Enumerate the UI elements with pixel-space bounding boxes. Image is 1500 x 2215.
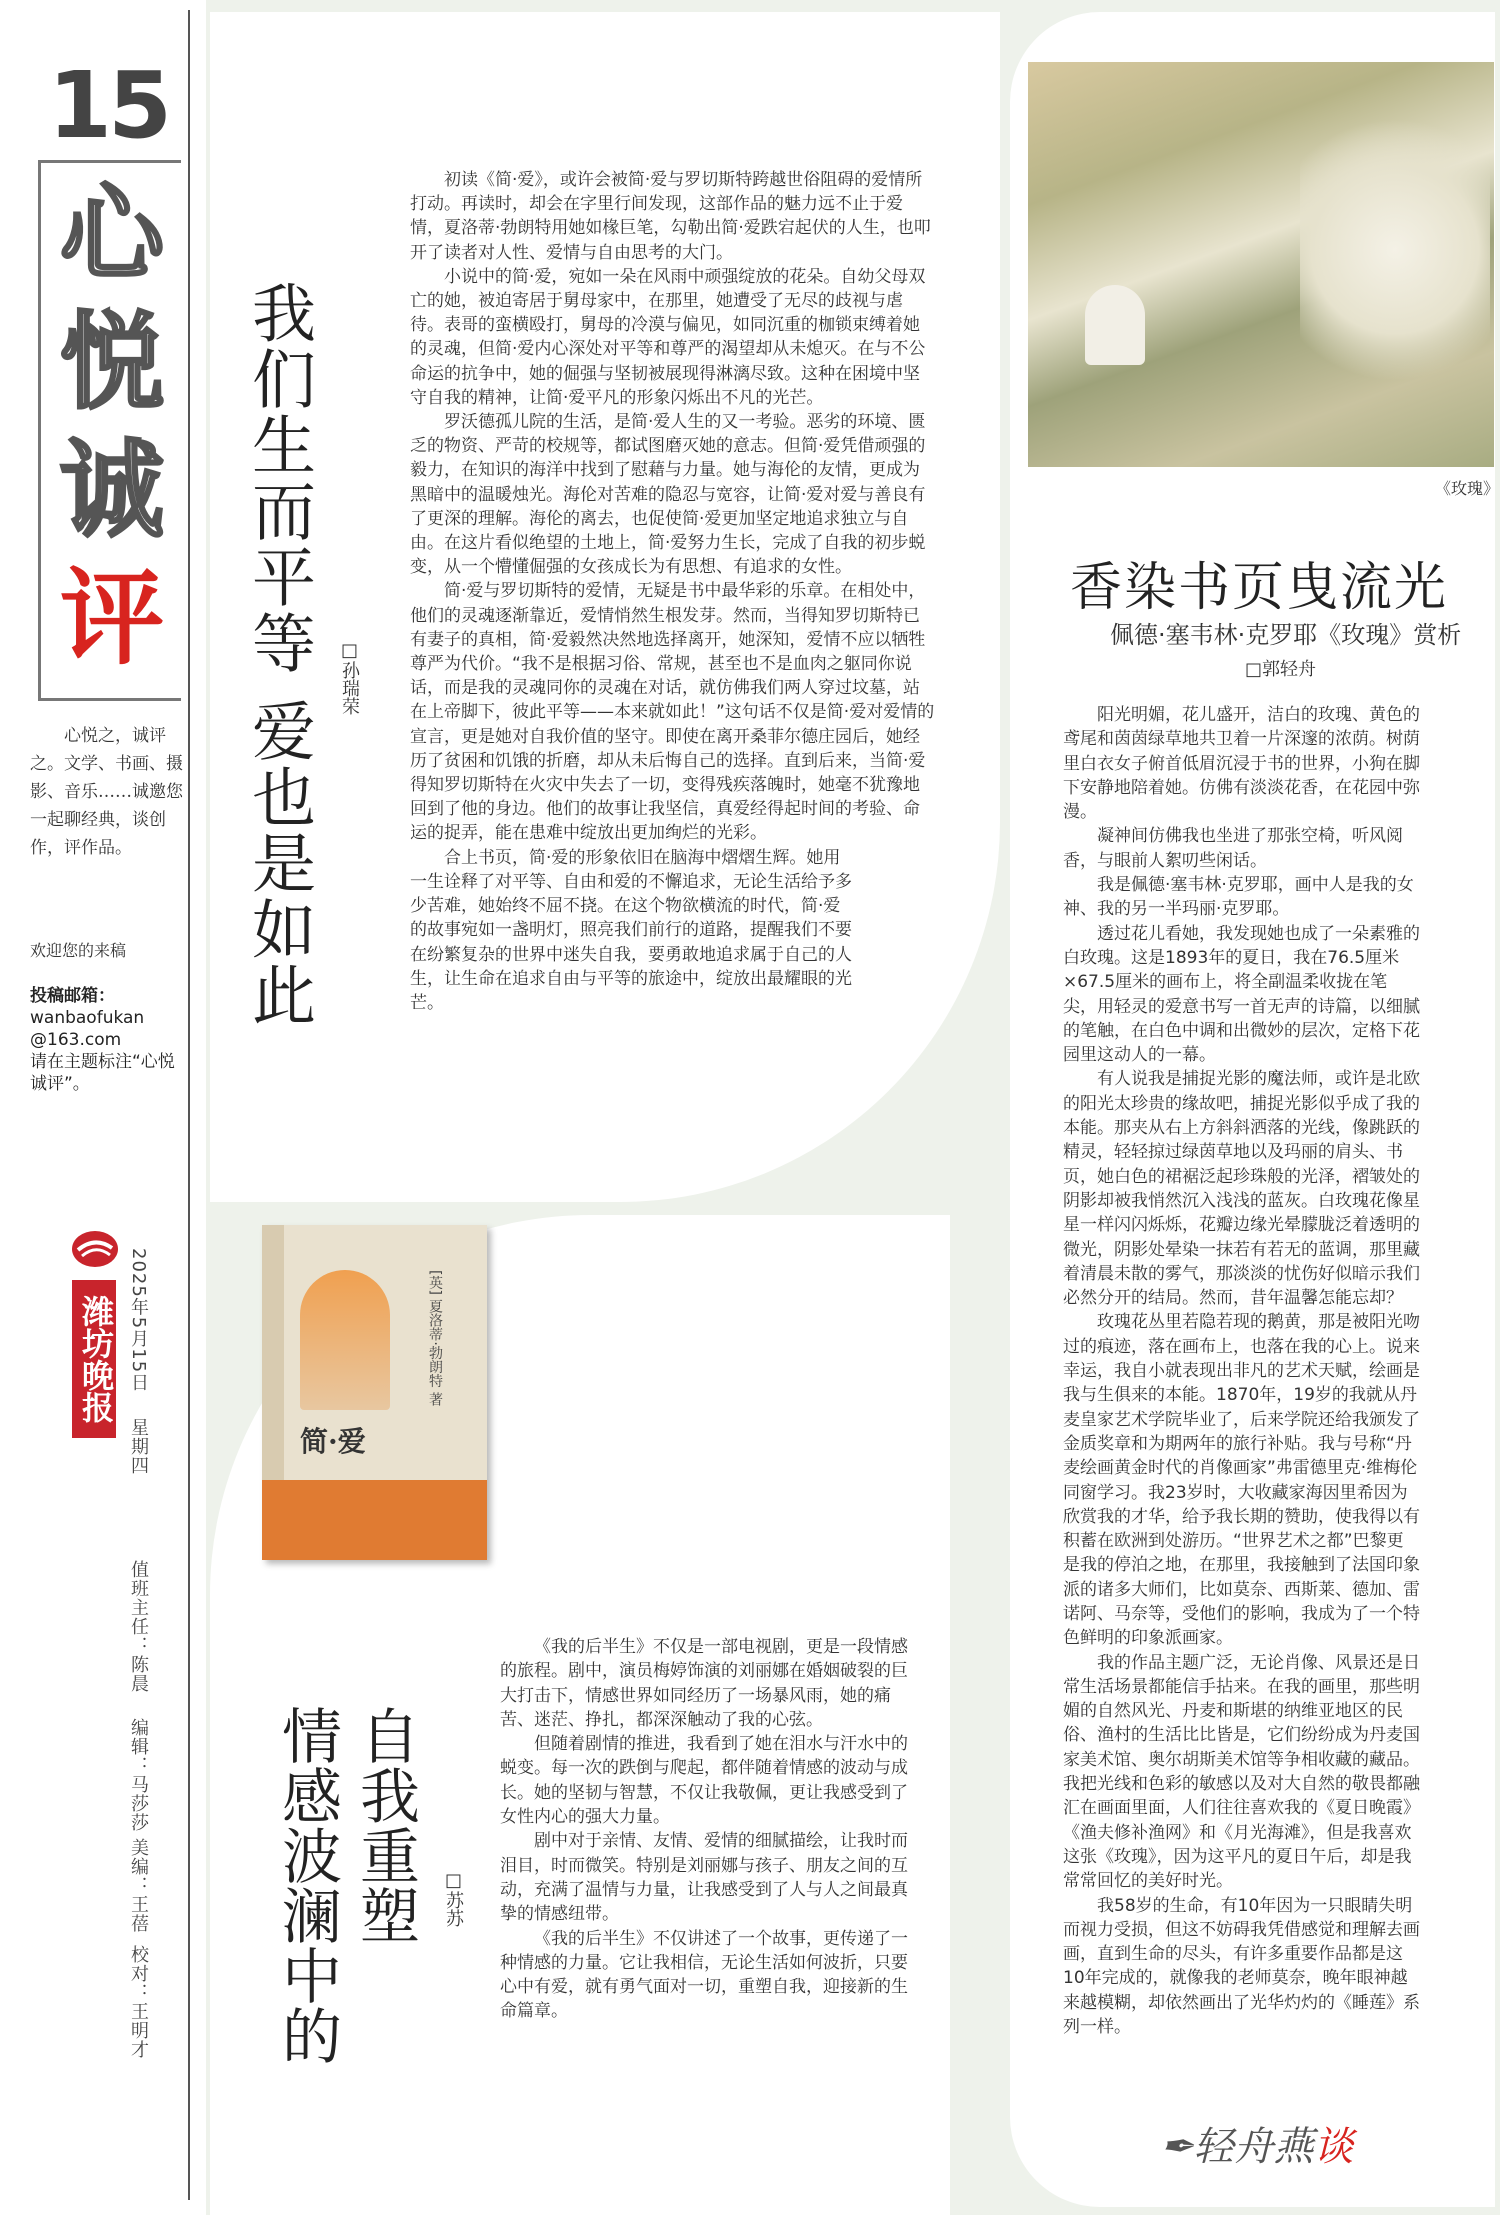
article1-paragraph: 初读《简·爱》，或许会被简·爱与罗切斯特跨越世俗阻碍的爱情所打动。再读时，却会在字里行间发现，这部作品的魅力远不止于爱情，夏洛蒂·勃朗特用她如椽巨笔，勾勒出简·爱跌宕起伏的人生，也叩开了读者对人性、爱情与自由思考的大门。: [410, 170, 931, 263]
article2-paragraph: 但随着剧情的推进，我看到了她在泪水与汗水中的蜕变。每一次的跌倒与爬起，都伴随着情感的波动与成长。她的坚韧与智慧，不仅让我敬佩，更让我感受到了女性内心的强大力量。: [500, 1734, 908, 1828]
article2-title-line: 自我重塑: [350, 1705, 420, 1945]
proofreader: 校对：王明才: [128, 1945, 149, 2059]
article3-paragraph: 透过花儿看她，我发现她也成了一朵素雅的白玫瑰。这是1893年的夏日，我在76.5厘米×67.5厘米的画布上，将全副温柔收拢在笔尖，用轻灵的爱意书写一首无声的诗篇，以细腻的笔触，在白色中调和出微妙的层次，定格下花园里这动人的一幕。: [1063, 923, 1420, 1066]
painting-rose-bush: [1300, 90, 1490, 410]
article3-paragraph: 阳光明媚，花儿盛开，洁白的玫瑰、黄色的鸢尾和茵茵绿草地共卫着一片深邃的浓荫。树荫里白衣女子俯首低眉沉浸于书的世界，小狗在脚下安静地陪着她。仿佛有淡淡花香，在花园中弥漫。: [1063, 705, 1420, 823]
submit-label: 投稿邮箱：: [30, 986, 115, 1006]
submission-info: [30, 985, 190, 1095]
submit-email-2[interactable]: @163.com: [30, 1030, 122, 1050]
article3-paragraph: 玫瑰花丛里若隐若现的鹅黄，那是被阳光吻过的痕迹，落在画布上，也落在我的心上。说来幸运，我自小就表现出非凡的艺术天赋，绘画是我与生俱来的本能。1870年，19岁的我就从丹麦皇家艺术学院毕业了，后来学院还给我颁发了金质奖章和为期两年的旅行补贴。我与号称“丹麦绘画黄金时代的肖像画家”弗雷德里克·维梅伦同窗学习。我23岁时，大收藏家海因里希因为欣赏我的才华，给予我长期的赞助，使我得以有积蓄在欧洲到处游历。“世界艺术之都”巴黎更是我的停泊之地，在那里，我接触到了法国印象派的诸多大师们，比如莫奈、西斯莱、德加、雷诺阿、马奈等，受他们的影响，我成为了一个特色鲜明的印象派画家。: [1063, 1312, 1420, 1649]
column-title: [60, 170, 170, 682]
column-title-char: 心: [60, 172, 165, 295]
newspaper-logo-icon: [70, 1228, 120, 1270]
book-cover-art: [300, 1270, 390, 1410]
article1-author: □孙瑞荣: [339, 640, 360, 715]
column-title-char: 悦: [60, 300, 165, 423]
feather-icon: ✒: [1160, 2124, 1194, 2170]
issue-date: 2025年5月15日: [128, 1248, 149, 1393]
article2-paragraph: 剧中对于亲情、友情、爱情的细腻描绘，让我时而泪目，时而微笑。特别是刘丽娜与孩子、朋友之间的互动，充满了温情与力量，让我感受到了人与人之间最真挚的情感纽带。: [500, 1831, 908, 1925]
article3-paragraph: 我是佩德·塞韦林·克罗耶，画中人是我的女神、我的另一半玛丽·克罗耶。: [1063, 875, 1414, 920]
article3-title: 香染书页曳流光: [1070, 558, 1449, 618]
article1-paragraph: 简·爱与罗切斯特的爱情，无疑是书中最华彩的乐章。在相处中，他们的灵魂逐渐靠近，爱情悄然生根发芽。然而，当得知罗切斯特已有妻子的真相，简·爱毅然决然地选择离开，她深知，爱情不应以牺牲尊严为代价。“我不是根据习俗、常规，甚至也不是血肉之躯同你说话，而是我的灵魂同你的灵魂在对话，就仿佛我们两人穿过坟墓，站在上帝脚下，彼此平等——本来就如此！”这句话不仅是简·爱对爱情的宣言，更是她对自我价值的坚守。即使在离开桑菲尔德庄园后，她经历了贫困和饥饿的折磨，却从未后悔自己的选择。直到后来，当简·爱得知罗切斯特在火灾中失去了一切，变得残疾落魄时，她毫不犹豫地回到了他的身边。他们的故事让我坚信，真爱经得起时间的考验、命运的捉弄，能在患难中绽放出更加绚烂的光彩。: [410, 581, 935, 844]
column-title-char-red: 评: [60, 556, 165, 679]
article2-author: □苏苏: [443, 1870, 464, 1927]
submit-note: 请在主题标注“心悦诚评”。: [30, 1052, 175, 1094]
column-title-char: 诚: [60, 428, 165, 551]
article2-body: [500, 1635, 915, 2024]
article3-paragraph: 凝神间仿佛我也坐进了那张空椅，听风阅香，与眼前人絮叨些闲话。: [1063, 826, 1403, 871]
article3-paragraph: 有人说我是捕捉光影的魔法师，或许是北欧的阳光太珍贵的缘故吧，捕捉光影似乎成了我的本能。那夹从右上方斜斜洒落的光线，像跳跃的精灵，轻轻掠过绿茵草地以及玛丽的肩头、书页，她白色的裙裾泛起珍珠般的光泽，褶皱处的阴影却被我悄然沉入浅浅的蓝灰。白玫瑰花像星星一样闪闪烁烁，花瓣边缘光晕朦胧泛着透明的微光，阴影处晕染一抹若有若无的蓝调，那里藏着清晨未散的雾气，那淡淡的忧伤好似暗示我们必然分开的结局。然而，昔年温馨怎能忘却？: [1063, 1069, 1420, 1309]
article1-paragraph: 罗沃德孤儿院的生活，是简·爱人生的又一考验。恶劣的环境、匮乏的物资、严苛的校规等，都试图磨灭她的意志。但简·爱凭借顽强的毅力，在知识的海洋中找到了慰藉与力量。她与海伦的友情，更成为黑暗中的温暖烛光。海伦对苦难的隐忍与宽容，让简·爱对爱与善良有了更深的理解。海伦的离去，也促使简·爱更加坚定地追求独立与自由。在这片看似绝望的土地上，简·爱努力生长，完成了自我的初步蜕变，从一个懵懂倔强的女孩成长为有思想、有追求的女性。: [410, 412, 926, 578]
article1-title: 我们生而平等 爱也是如此: [241, 280, 315, 1029]
book-band: [262, 1480, 487, 1560]
article3-author: □郭轻舟: [1245, 659, 1317, 680]
article1-paragraph: 小说中的简·爱，宛如一朵在风雨中顽强绽放的花朵。自幼父母双亡的她，被迫寄居于舅母家中，在那里，她遭受了无尽的歧视与虐待。表哥的蛮横殴打，舅母的冷漠与偏见，如同沉重的枷锁束缚着她的灵魂，但简·爱内心深处对平等和尊严的渴望却从未熄灭。在与不公命运的抗争中，她的倔强与坚韧被展现得淋漓尽致。这种在困境中坚守自我的精神，让简·爱平凡的形象闪烁出不凡的光芒。: [410, 266, 926, 408]
issue-weekday: 星期四: [128, 1418, 149, 1475]
article2-title: [268, 1705, 424, 2065]
column-divider: [188, 10, 190, 2200]
article3-paragraph: 我58岁的生命，有10年因为一只眼睛失明而视力受损，但这不妨碍我凭借感觉和理解去画画，直到生命的尽头，有许多重要作品都是这10年完成的，就像我的老师莫奈，晚年眼神越来越模糊，却依然画出了光华灼灼的《睡莲》系列一样。: [1063, 1895, 1420, 2038]
article2-paragraph: 《我的后半生》不仅讲述了一个故事，更传递了一种情感的力量。它让我相信，无论生活如何波折，只要心中有爱，就有勇气面对一切，重塑自我，迎接新的生命篇章。: [500, 1928, 908, 2022]
submit-email-1[interactable]: wanbaofukan: [30, 1008, 145, 1028]
painting-figure: [1085, 285, 1145, 365]
book-author-line: [英] 夏洛蒂·勃朗特 著: [427, 1270, 443, 1407]
welcome-note: 欢迎您的来稿: [30, 941, 127, 960]
editor: 编辑：马莎莎: [128, 1718, 149, 1832]
column-logo-text: 轻舟燕: [1193, 2124, 1314, 2170]
article2-title-line: 情感波澜中的: [272, 1705, 342, 2065]
column-logo: [1160, 2115, 1354, 2172]
book-title: 简·爱: [300, 1425, 366, 1458]
article3-paragraph: 我的作品主题广泛，无论肖像、风景还是日常生活场景都能信手拈来。在我的画里，那些明媚的自然风光、丹麦和斯堪的纳维亚地区的民俗、渔村的生活比比皆是，它们纷纷成为丹麦国家美术馆、奥尔胡斯美术馆等争相收藏的藏品。我把光线和色彩的敏感以及对大自然的敬畏都融汇在画面里面，人们往往喜欢我的《夏日晚霞》《渔夫修补渔网》和《月光海滩》，但是我喜欢这张《玫瑰》，因为这平凡的夏日午后，却是我常常回忆的美好时光。: [1063, 1652, 1420, 1892]
article1-paragraph: 合上书页，简·爱的形象依旧在脑海中熠熠生辉。她用一生诠释了对平等、自由和爱的不懈追求，无论生活给予多少苦难，她始终不屈不挠。在这个物欲横流的时代，简·爱的故事宛如一盏明灯，照亮我们前行的道路，提醒我们不要在纷繁复杂的世界中迷失自我，要勇敢地追求属于自己的人生，让生命在追求自由与平等的旅途中，绽放出最耀眼的光芒。: [410, 847, 852, 1013]
article3-subtitle: 佩德·塞韦林·克罗耶《玫瑰》赏析: [1110, 621, 1462, 649]
column-intro: 心悦之，诚评之。文学、书画、摄影、音乐……诚邀您一起聊经典，谈创作，评作品。: [30, 726, 183, 858]
duty-editor: 值班主任：陈晨: [128, 1560, 149, 1693]
article2-paragraph: 《我的后半生》不仅是一部电视剧，更是一段情感的旅程。剧中，演员梅婷饰演的刘丽娜在婚姻破裂的巨大打击下，情感世界如同经历了一场暴风雨，她的痛苦、迷茫、挣扎，都深深触动了我的心弦。: [500, 1637, 908, 1730]
article1-body: [410, 168, 935, 1015]
column-logo-text-red: 谈: [1313, 2124, 1354, 2170]
art-editor: 美编：王蓓: [128, 1838, 149, 1933]
newspaper-name: 潍坊晚报: [72, 1280, 116, 1438]
page-number: 15: [48, 52, 169, 159]
article3-body: [1063, 703, 1420, 2039]
painting-caption: 《玫瑰》: [1435, 479, 1500, 498]
